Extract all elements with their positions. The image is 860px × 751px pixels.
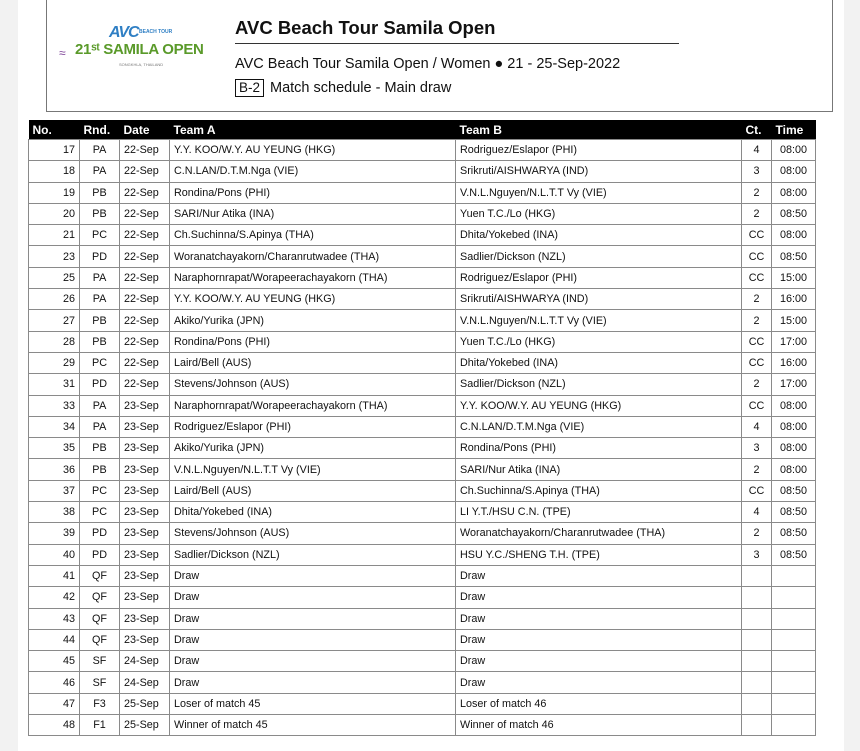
cell-court: CC bbox=[742, 352, 772, 373]
logo-swoosh-icon: ≈ bbox=[59, 46, 66, 60]
cell-time bbox=[772, 608, 816, 629]
table-row bbox=[29, 480, 816, 501]
cell-team-b: Draw bbox=[456, 629, 742, 650]
cell-match-number: 40 bbox=[29, 544, 80, 565]
cell-team-b: V.N.L.Nguyen/N.L.T.T Vy (VIE) bbox=[456, 310, 742, 331]
cell-court: 2 bbox=[742, 203, 772, 224]
table-row bbox=[29, 693, 816, 714]
column-header-no: No. bbox=[29, 120, 80, 140]
cell-court bbox=[742, 651, 772, 672]
cell-court: 2 bbox=[742, 459, 772, 480]
cell-match-number: 36 bbox=[29, 459, 80, 480]
cell-time: 08:50 bbox=[772, 544, 816, 565]
table-row bbox=[29, 140, 816, 161]
cell-court bbox=[742, 672, 772, 693]
cell-date: 22-Sep bbox=[120, 267, 170, 288]
cell-date: 22-Sep bbox=[120, 310, 170, 331]
document-line bbox=[235, 79, 451, 97]
cell-team-b: Ch.Suchinna/S.Apinya (THA) bbox=[456, 480, 742, 501]
cell-date: 25-Sep bbox=[120, 715, 170, 736]
table-row bbox=[29, 523, 816, 544]
cell-match-number: 45 bbox=[29, 651, 80, 672]
cell-round: PC bbox=[80, 480, 120, 501]
cell-time: 08:00 bbox=[772, 459, 816, 480]
cell-match-number: 33 bbox=[29, 395, 80, 416]
cell-time: 08:50 bbox=[772, 523, 816, 544]
cell-time bbox=[772, 629, 816, 650]
cell-time: 08:00 bbox=[772, 438, 816, 459]
cell-time bbox=[772, 693, 816, 714]
table-row bbox=[29, 331, 816, 352]
cell-round: PA bbox=[80, 416, 120, 437]
cell-court: 2 bbox=[742, 374, 772, 395]
cell-team-a: Dhita/Yokebed (INA) bbox=[170, 502, 456, 523]
cell-team-a: Woranatchayakorn/Charanrutwadee (THA) bbox=[170, 246, 456, 267]
cell-round: QF bbox=[80, 608, 120, 629]
cell-match-number: 38 bbox=[29, 502, 80, 523]
cell-team-a: Draw bbox=[170, 629, 456, 650]
cell-match-number: 34 bbox=[29, 416, 80, 437]
cell-team-b: Rondina/Pons (PHI) bbox=[456, 438, 742, 459]
cell-time: 08:00 bbox=[772, 140, 816, 161]
cell-team-b: Dhita/Yokebed (INA) bbox=[456, 352, 742, 373]
cell-date: 23-Sep bbox=[120, 502, 170, 523]
cell-team-a: Sadlier/Dickson (NZL) bbox=[170, 544, 456, 565]
cell-match-number: 42 bbox=[29, 587, 80, 608]
cell-time: 15:00 bbox=[772, 310, 816, 331]
cell-team-a: Winner of match 45 bbox=[170, 715, 456, 736]
logo-name: 21ˢᵗ SAMILA OPEN bbox=[75, 41, 204, 58]
cell-team-b: Y.Y. KOO/W.Y. AU YEUNG (HKG) bbox=[456, 395, 742, 416]
cell-round: PB bbox=[80, 203, 120, 224]
cell-match-number: 43 bbox=[29, 608, 80, 629]
cell-date: 22-Sep bbox=[120, 182, 170, 203]
cell-team-b: Sadlier/Dickson (NZL) bbox=[456, 246, 742, 267]
document-code: B-2 bbox=[235, 79, 264, 97]
cell-time bbox=[772, 672, 816, 693]
cell-team-b: Draw bbox=[456, 672, 742, 693]
cell-time: 16:00 bbox=[772, 289, 816, 310]
cell-match-number: 20 bbox=[29, 203, 80, 224]
cell-time: 08:00 bbox=[772, 225, 816, 246]
cell-round: PA bbox=[80, 140, 120, 161]
table-row bbox=[29, 565, 816, 586]
cell-team-a: Akiko/Yurika (JPN) bbox=[170, 438, 456, 459]
cell-team-a: Y.Y. KOO/W.Y. AU YEUNG (HKG) bbox=[170, 289, 456, 310]
cell-team-a: C.N.LAN/D.T.M.Nga (VIE) bbox=[170, 161, 456, 182]
cell-round: SF bbox=[80, 672, 120, 693]
cell-date: 23-Sep bbox=[120, 416, 170, 437]
cell-time: 08:00 bbox=[772, 416, 816, 437]
cell-team-a: Rondina/Pons (PHI) bbox=[170, 182, 456, 203]
table-row bbox=[29, 161, 816, 182]
cell-team-b: Sadlier/Dickson (NZL) bbox=[456, 374, 742, 395]
cell-team-b: Draw bbox=[456, 608, 742, 629]
cell-court bbox=[742, 629, 772, 650]
cell-court: 2 bbox=[742, 182, 772, 203]
cell-time: 16:00 bbox=[772, 352, 816, 373]
table-row bbox=[29, 587, 816, 608]
cell-time: 08:00 bbox=[772, 182, 816, 203]
cell-match-number: 26 bbox=[29, 289, 80, 310]
cell-round: PB bbox=[80, 331, 120, 352]
cell-court: 4 bbox=[742, 502, 772, 523]
cell-time: 17:00 bbox=[772, 374, 816, 395]
table-row bbox=[29, 395, 816, 416]
cell-date: 22-Sep bbox=[120, 374, 170, 395]
cell-court: 3 bbox=[742, 161, 772, 182]
cell-team-b: Draw bbox=[456, 587, 742, 608]
table-row bbox=[29, 267, 816, 288]
cell-court bbox=[742, 565, 772, 586]
page-title: AVC Beach Tour Samila Open bbox=[235, 17, 496, 38]
cell-round: PD bbox=[80, 246, 120, 267]
cell-team-a: Draw bbox=[170, 608, 456, 629]
cell-team-b: Loser of match 46 bbox=[456, 693, 742, 714]
cell-court bbox=[742, 587, 772, 608]
table-row bbox=[29, 651, 816, 672]
cell-date: 22-Sep bbox=[120, 246, 170, 267]
cell-time bbox=[772, 651, 816, 672]
cell-court: CC bbox=[742, 225, 772, 246]
title-divider bbox=[235, 43, 679, 44]
cell-date: 24-Sep bbox=[120, 651, 170, 672]
cell-court: 4 bbox=[742, 416, 772, 437]
cell-team-a: Laird/Bell (AUS) bbox=[170, 480, 456, 501]
cell-date: 22-Sep bbox=[120, 203, 170, 224]
schedule-body bbox=[29, 140, 816, 736]
cell-round: PB bbox=[80, 310, 120, 331]
cell-team-a: Draw bbox=[170, 672, 456, 693]
cell-match-number: 47 bbox=[29, 693, 80, 714]
cell-team-a: Naraphornrapat/Worapeerachayakorn (THA) bbox=[170, 395, 456, 416]
cell-team-a: V.N.L.Nguyen/N.L.T.T Vy (VIE) bbox=[170, 459, 456, 480]
table-row bbox=[29, 182, 816, 203]
table-row bbox=[29, 629, 816, 650]
cell-round: PC bbox=[80, 352, 120, 373]
cell-match-number: 46 bbox=[29, 672, 80, 693]
cell-court: 4 bbox=[742, 140, 772, 161]
column-header-team-a: Team A bbox=[170, 120, 456, 140]
page-subtitle: AVC Beach Tour Samila Open / Women ● 21 - 25-Sep-2022 bbox=[235, 56, 621, 72]
table-header-row bbox=[29, 120, 816, 140]
cell-match-number: 28 bbox=[29, 331, 80, 352]
cell-team-b: SARI/Nur Atika (INA) bbox=[456, 459, 742, 480]
cell-round: QF bbox=[80, 629, 120, 650]
cell-time bbox=[772, 715, 816, 736]
cell-date: 22-Sep bbox=[120, 140, 170, 161]
table-row bbox=[29, 246, 816, 267]
cell-court: CC bbox=[742, 267, 772, 288]
match-schedule-table bbox=[28, 120, 816, 736]
event-logo bbox=[59, 24, 204, 78]
cell-round: PB bbox=[80, 438, 120, 459]
cell-team-a: Naraphornrapat/Worapeerachayakorn (THA) bbox=[170, 267, 456, 288]
cell-time: 08:50 bbox=[772, 203, 816, 224]
cell-time: 08:50 bbox=[772, 502, 816, 523]
cell-time: 08:50 bbox=[772, 246, 816, 267]
cell-date: 23-Sep bbox=[120, 587, 170, 608]
column-header-team-b: Team B bbox=[456, 120, 742, 140]
cell-round: PB bbox=[80, 182, 120, 203]
cell-date: 23-Sep bbox=[120, 608, 170, 629]
cell-match-number: 39 bbox=[29, 523, 80, 544]
cell-team-a: SARI/Nur Atika (INA) bbox=[170, 203, 456, 224]
column-header-time: Time bbox=[772, 120, 816, 140]
cell-date: 24-Sep bbox=[120, 672, 170, 693]
cell-court bbox=[742, 715, 772, 736]
cell-team-b: Draw bbox=[456, 651, 742, 672]
cell-team-a: Laird/Bell (AUS) bbox=[170, 352, 456, 373]
cell-team-b: Srikruti/AISHWARYA (IND) bbox=[456, 161, 742, 182]
logo-tag: BEACH TOUR bbox=[139, 29, 173, 35]
cell-date: 23-Sep bbox=[120, 544, 170, 565]
header-box bbox=[46, 0, 833, 112]
cell-team-b: LI Y.T./HSU C.N. (TPE) bbox=[456, 502, 742, 523]
cell-match-number: 23 bbox=[29, 246, 80, 267]
cell-round: PA bbox=[80, 267, 120, 288]
cell-team-a: Draw bbox=[170, 565, 456, 586]
cell-round: PC bbox=[80, 225, 120, 246]
cell-team-b: HSU Y.C./SHENG T.H. (TPE) bbox=[456, 544, 742, 565]
cell-time bbox=[772, 565, 816, 586]
cell-team-b: Yuen T.C./Lo (HKG) bbox=[456, 331, 742, 352]
cell-match-number: 35 bbox=[29, 438, 80, 459]
cell-date: 23-Sep bbox=[120, 395, 170, 416]
cell-match-number: 37 bbox=[29, 480, 80, 501]
document-title: Match schedule - Main draw bbox=[270, 80, 452, 96]
cell-date: 23-Sep bbox=[120, 480, 170, 501]
cell-team-b: Rodriguez/Eslapor (PHI) bbox=[456, 267, 742, 288]
cell-team-a: Stevens/Johnson (AUS) bbox=[170, 374, 456, 395]
cell-round: PD bbox=[80, 374, 120, 395]
cell-date: 22-Sep bbox=[120, 352, 170, 373]
table-row bbox=[29, 289, 816, 310]
table-row bbox=[29, 502, 816, 523]
cell-round: F1 bbox=[80, 715, 120, 736]
cell-team-a: Rondina/Pons (PHI) bbox=[170, 331, 456, 352]
cell-team-a: Ch.Suchinna/S.Apinya (THA) bbox=[170, 225, 456, 246]
cell-court: 3 bbox=[742, 544, 772, 565]
cell-court: CC bbox=[742, 480, 772, 501]
column-header-round: Rnd. bbox=[80, 120, 120, 140]
cell-round: PA bbox=[80, 395, 120, 416]
table-row bbox=[29, 310, 816, 331]
cell-date: 22-Sep bbox=[120, 331, 170, 352]
cell-court bbox=[742, 608, 772, 629]
cell-team-a: Stevens/Johnson (AUS) bbox=[170, 523, 456, 544]
table-row bbox=[29, 352, 816, 373]
cell-team-b: Dhita/Yokebed (INA) bbox=[456, 225, 742, 246]
cell-round: PB bbox=[80, 459, 120, 480]
cell-team-a: Y.Y. KOO/W.Y. AU YEUNG (HKG) bbox=[170, 140, 456, 161]
cell-team-a: Loser of match 45 bbox=[170, 693, 456, 714]
cell-date: 23-Sep bbox=[120, 629, 170, 650]
cell-date: 22-Sep bbox=[120, 161, 170, 182]
cell-date: 23-Sep bbox=[120, 438, 170, 459]
cell-match-number: 44 bbox=[29, 629, 80, 650]
table-row bbox=[29, 438, 816, 459]
cell-match-number: 17 bbox=[29, 140, 80, 161]
cell-court: CC bbox=[742, 246, 772, 267]
cell-match-number: 29 bbox=[29, 352, 80, 373]
cell-court: 2 bbox=[742, 310, 772, 331]
cell-court: CC bbox=[742, 395, 772, 416]
cell-match-number: 18 bbox=[29, 161, 80, 182]
cell-time: 08:00 bbox=[772, 395, 816, 416]
cell-team-a: Rodriguez/Eslapor (PHI) bbox=[170, 416, 456, 437]
cell-team-b: Rodriguez/Eslapor (PHI) bbox=[456, 140, 742, 161]
cell-time: 08:00 bbox=[772, 161, 816, 182]
cell-court: 2 bbox=[742, 523, 772, 544]
cell-date: 23-Sep bbox=[120, 459, 170, 480]
cell-time: 15:00 bbox=[772, 267, 816, 288]
cell-team-a: Akiko/Yurika (JPN) bbox=[170, 310, 456, 331]
cell-team-b: Draw bbox=[456, 565, 742, 586]
column-header-date: Date bbox=[120, 120, 170, 140]
cell-team-b: V.N.L.Nguyen/N.L.T.T Vy (VIE) bbox=[456, 182, 742, 203]
table-row bbox=[29, 715, 816, 736]
cell-round: SF bbox=[80, 651, 120, 672]
cell-time: 08:50 bbox=[772, 480, 816, 501]
cell-round: PA bbox=[80, 161, 120, 182]
cell-court: CC bbox=[742, 331, 772, 352]
cell-date: 22-Sep bbox=[120, 225, 170, 246]
table-row bbox=[29, 225, 816, 246]
cell-match-number: 48 bbox=[29, 715, 80, 736]
cell-team-b: Woranatchayakorn/Charanrutwadee (THA) bbox=[456, 523, 742, 544]
table-row bbox=[29, 416, 816, 437]
cell-court: 2 bbox=[742, 289, 772, 310]
cell-team-b: C.N.LAN/D.T.M.Nga (VIE) bbox=[456, 416, 742, 437]
cell-round: PD bbox=[80, 544, 120, 565]
table-row bbox=[29, 374, 816, 395]
cell-match-number: 27 bbox=[29, 310, 80, 331]
table-row bbox=[29, 608, 816, 629]
cell-team-b: Winner of match 46 bbox=[456, 715, 742, 736]
cell-match-number: 21 bbox=[29, 225, 80, 246]
table-row bbox=[29, 203, 816, 224]
cell-court: 3 bbox=[742, 438, 772, 459]
cell-match-number: 41 bbox=[29, 565, 80, 586]
cell-match-number: 31 bbox=[29, 374, 80, 395]
cell-round: PD bbox=[80, 523, 120, 544]
cell-court bbox=[742, 693, 772, 714]
cell-time: 17:00 bbox=[772, 331, 816, 352]
cell-match-number: 25 bbox=[29, 267, 80, 288]
cell-date: 23-Sep bbox=[120, 523, 170, 544]
cell-date: 25-Sep bbox=[120, 693, 170, 714]
cell-round: QF bbox=[80, 587, 120, 608]
cell-team-a: Draw bbox=[170, 651, 456, 672]
column-header-court: Ct. bbox=[742, 120, 772, 140]
cell-date: 22-Sep bbox=[120, 289, 170, 310]
cell-round: F3 bbox=[80, 693, 120, 714]
cell-round: PA bbox=[80, 289, 120, 310]
logo-location: SONGKHLA, THAILAND bbox=[119, 62, 164, 67]
cell-time bbox=[772, 587, 816, 608]
table-row bbox=[29, 459, 816, 480]
table-row bbox=[29, 544, 816, 565]
logo-brand: AVC bbox=[109, 24, 139, 41]
table-row bbox=[29, 672, 816, 693]
cell-date: 23-Sep bbox=[120, 565, 170, 586]
cell-match-number: 19 bbox=[29, 182, 80, 203]
cell-round: QF bbox=[80, 565, 120, 586]
cell-team-b: Srikruti/AISHWARYA (IND) bbox=[456, 289, 742, 310]
cell-round: PC bbox=[80, 502, 120, 523]
cell-team-a: Draw bbox=[170, 587, 456, 608]
cell-team-b: Yuen T.C./Lo (HKG) bbox=[456, 203, 742, 224]
